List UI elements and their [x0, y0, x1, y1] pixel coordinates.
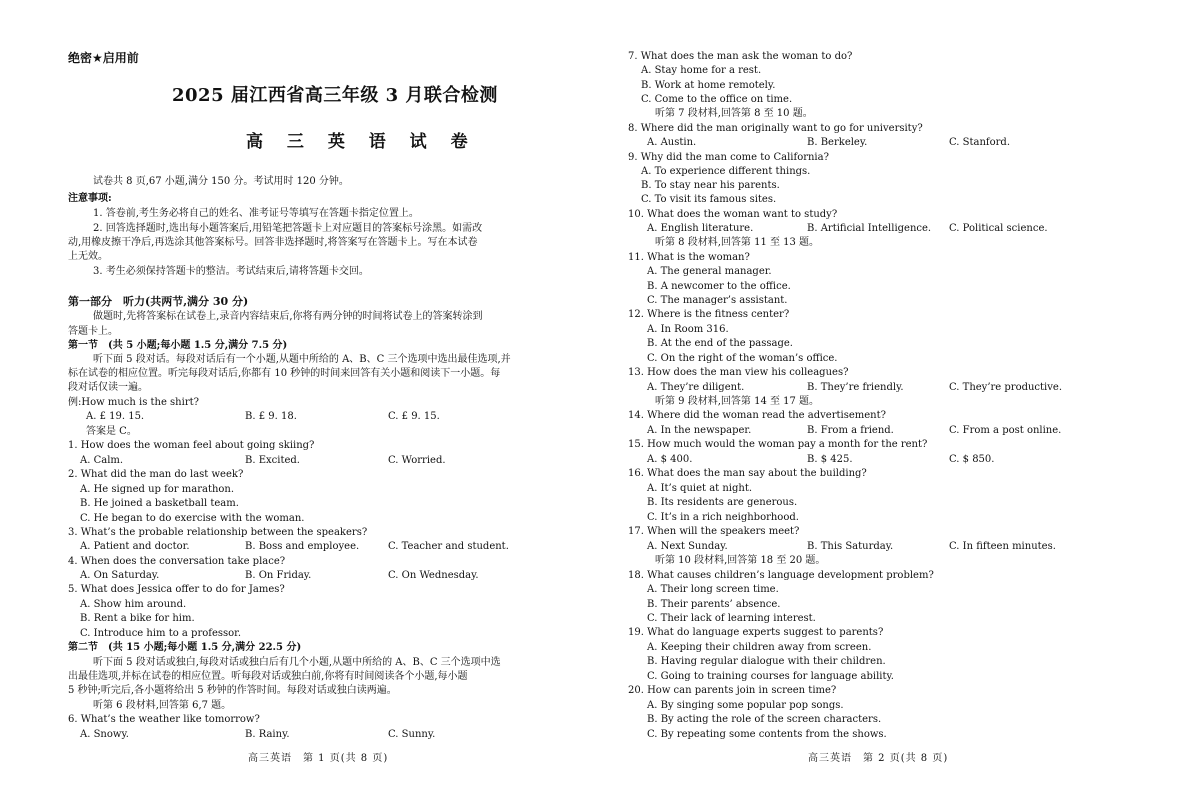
option-a: A. Stay home for a rest. [641, 65, 762, 76]
option-c: C. Introduce him to a professor. [80, 628, 242, 639]
material-9-instruction: 听第 9 段材料,回答第 14 至 17 题。 [655, 396, 820, 407]
question-8: 8. Where did the man originally want to go for university? [628, 123, 923, 134]
section1-desc-cont: 标在试卷的相应位置。听完每段对话后,你都有 10 秒钟的时间来回答有关小题和阅读下一小题。每 [68, 368, 501, 379]
option-c: C. Political science. [949, 223, 1048, 234]
option-c: C. £ 9. 15. [388, 411, 440, 422]
option-b: B. At the end of the passage. [647, 338, 793, 349]
option-b: B. He joined a basketball team. [80, 498, 239, 509]
option-b: B. On Friday. [245, 570, 312, 581]
option-c: C. Come to the office on time. [641, 94, 793, 105]
section1-desc: 听下面 5 段对话。每段对话后有一个小题,从题中所给的 A、B、C 三个选项中选出最佳选项,并 [93, 354, 511, 365]
option-a: A. In the newspaper. [647, 425, 752, 436]
option-b: B. Their parents’ absence. [647, 599, 781, 610]
option-c: C. He began to do exercise with the woman. [80, 513, 305, 524]
section2-desc: 听下面 5 段对话或独白,每段对话或独白后有几个小题,从题中所给的 A、B、C 三个选项中选 [93, 657, 501, 668]
part1-desc-cont: 答题卡上。 [68, 326, 118, 337]
option-a: A. Austin. [647, 137, 697, 148]
example-question: 例:How much is the shirt? [68, 397, 199, 408]
question-18: 18. What causes children’s language development problem? [628, 570, 934, 581]
option-c: C. The manager’s assistant. [647, 295, 788, 306]
question-19: 19. What do language experts suggest to parents? [628, 627, 884, 638]
option-b: B. To stay near his parents. [641, 180, 780, 191]
option-b: B. From a friend. [807, 425, 894, 436]
option-b: B. Boss and employee. [245, 541, 360, 552]
option-b: B. A newcomer to the office. [647, 281, 791, 292]
notice-title: 注意事项: [68, 193, 112, 204]
option-c: C. On Wednesday. [388, 570, 479, 581]
question-12: 12. Where is the fitness center? [628, 309, 790, 320]
option-c: C. They’re productive. [949, 382, 1062, 393]
notice-item-2-end: 上无效。 [68, 251, 108, 262]
option-b: B. Rainy. [245, 729, 290, 740]
question-3: 3. What’s the probable relationship between the speakers? [68, 527, 368, 538]
material-6-instruction: 听第 6 段材料,回答第 6,7 题。 [93, 700, 232, 711]
section2-desc-cont: 出最佳选项,并标在试卷的相应位置。听每段对话或独白前,你将有时间阅读各个小题,每小题 [68, 671, 468, 682]
part1-title: 第一部分 听力(共两节,满分 30 分) [68, 295, 249, 308]
option-a: A. Their long screen time. [647, 584, 779, 595]
option-c: C. Going to training courses for language ability. [647, 671, 894, 682]
option-a: A. Snowy. [80, 729, 129, 740]
option-b: B. Work at home remotely. [641, 80, 776, 91]
confidential-mark: 绝密★启用前 [68, 51, 139, 65]
part1-desc: 做题时,先将答案标在试卷上,录音内容结束后,你将有两分钟的时间将试卷上的答案转涂到 [93, 311, 483, 322]
option-a: A. Keeping their children away from screen. [647, 642, 872, 653]
question-10: 10. What does the woman want to study? [628, 209, 838, 220]
exam-page-2 [600, 0, 1200, 797]
question-13: 13. How does the man view his colleagues? [628, 367, 849, 378]
option-b: B. Artificial Intelligence. [807, 223, 932, 234]
material-10-instruction: 听第 10 段材料,回答第 18 至 20 题。 [655, 555, 826, 566]
exam-title: 2025 届江西省高三年级 3 月联合检测 [172, 85, 498, 106]
exam-subtitle: 高 三 英 语 试 卷 [246, 132, 477, 152]
question-15: 15. How much would the woman pay a month for the rent? [628, 439, 928, 450]
question-2: 2. What did the man do last week? [68, 469, 244, 480]
option-a: A. In Room 316. [647, 324, 729, 335]
option-b: B. $ 425. [807, 454, 853, 465]
option-a: A. English literature. [647, 223, 754, 234]
option-b: B. Rent a bike for him. [80, 613, 195, 624]
option-b: B. By acting the role of the screen characters. [647, 714, 882, 725]
option-c: C. To visit its famous sites. [641, 194, 777, 205]
option-a: A. To experience different things. [641, 166, 811, 177]
question-17: 17. When will the speakers meet? [628, 526, 800, 537]
option-a: A. He signed up for marathon. [80, 484, 235, 495]
option-c: C. Teacher and student. [388, 541, 509, 552]
option-a: A. By singing some popular pop songs. [647, 700, 844, 711]
notice-item-2: 2. 回答选择题时,选出每小题答案后,用铅笔把答题卡上对应题目的答案标号涂黑。如需改 [93, 223, 483, 234]
option-a: A. £ 19. 15. [86, 411, 145, 422]
option-c: C. $ 850. [949, 454, 995, 465]
option-a: A. It’s quiet at night. [647, 483, 753, 494]
section2-desc-end: 5 秒钟;听完后,各小题将给出 5 秒钟的作答时间。每段对话或独白读两遍。 [68, 685, 397, 696]
option-c: C. In fifteen minutes. [949, 541, 1056, 552]
section2-title: 第二节 (共 15 小题;每小题 1.5 分,满分 22.5 分) [68, 642, 302, 653]
option-c: C. It’s in a rich neighborhood. [647, 512, 799, 523]
question-6: 6. What’s the weather like tomorrow? [68, 714, 260, 725]
option-a: A. $ 400. [647, 454, 693, 465]
option-a: A. Next Sunday. [647, 541, 728, 552]
question-20: 20. How can parents join in screen time? [628, 685, 837, 696]
option-a: A. Calm. [80, 455, 124, 466]
option-b: B. Berkeley. [807, 137, 868, 148]
section1-title: 第一节 (共 5 小题;每小题 1.5 分,满分 7.5 分) [68, 340, 288, 351]
question-11: 11. What is the woman? [628, 252, 750, 263]
option-c: C. On the right of the woman’s office. [647, 353, 838, 364]
question-7: 7. What does the man ask the woman to do? [628, 51, 853, 62]
option-b: B. Excited. [245, 455, 300, 466]
option-c: C. Worried. [388, 455, 446, 466]
option-b: B. They’re friendly. [807, 382, 904, 393]
option-b: B. £ 9. 18. [245, 411, 297, 422]
notice-item-3: 3. 考生必须保持答题卡的整洁。考试结束后,请将答题卡交回。 [93, 266, 369, 277]
page-footer: 高三英语 第 1 页(共 8 页) [248, 753, 389, 764]
option-b: B. Having regular dialogue with their children. [647, 656, 886, 667]
page-footer: 高三英语 第 2 页(共 8 页) [808, 753, 949, 764]
question-4: 4. When does the conversation take place? [68, 556, 286, 567]
option-c: C. By repeating some contents from the shows. [647, 729, 887, 740]
option-a: A. On Saturday. [80, 570, 160, 581]
question-5: 5. What does Jessica offer to do for James? [68, 584, 285, 595]
option-a: A. Patient and doctor. [80, 541, 190, 552]
notice-item-1: 1. 答卷前,考生务必将自己的姓名、准考证号等填写在答题卡指定位置上。 [93, 208, 419, 219]
notice-item-2-cont: 动,用橡皮擦干净后,再选涂其他答案标号。回答非选择题时,将答案写在答题卡上。写在本试卷 [68, 237, 478, 248]
section1-desc-end: 段对话仅读一遍。 [68, 382, 148, 393]
example-answer: 答案是 C。 [86, 426, 137, 437]
exam-info: 试卷共 8 页,67 小题,满分 150 分。考试用时 120 分钟。 [93, 176, 349, 187]
question-16: 16. What does the man say about the building? [628, 468, 867, 479]
option-c: C. Stanford. [949, 137, 1011, 148]
option-a: A. Show him around. [80, 599, 187, 610]
option-b: B. Its residents are generous. [647, 497, 798, 508]
option-a: A. They’re diligent. [647, 382, 745, 393]
option-c: C. Their lack of learning interest. [647, 613, 816, 624]
material-7-instruction: 听第 7 段材料,回答第 8 至 10 题。 [655, 108, 813, 119]
question-9: 9. Why did the man come to California? [628, 152, 829, 163]
question-1: 1. How does the woman feel about going skiing? [68, 440, 315, 451]
option-a: A. The general manager. [647, 266, 772, 277]
option-b: B. This Saturday. [807, 541, 894, 552]
question-14: 14. Where did the woman read the advertisement? [628, 410, 886, 421]
option-c: C. Sunny. [388, 729, 436, 740]
material-8-instruction: 听第 8 段材料,回答第 11 至 13 题。 [655, 237, 820, 248]
option-c: C. From a post online. [949, 425, 1062, 436]
